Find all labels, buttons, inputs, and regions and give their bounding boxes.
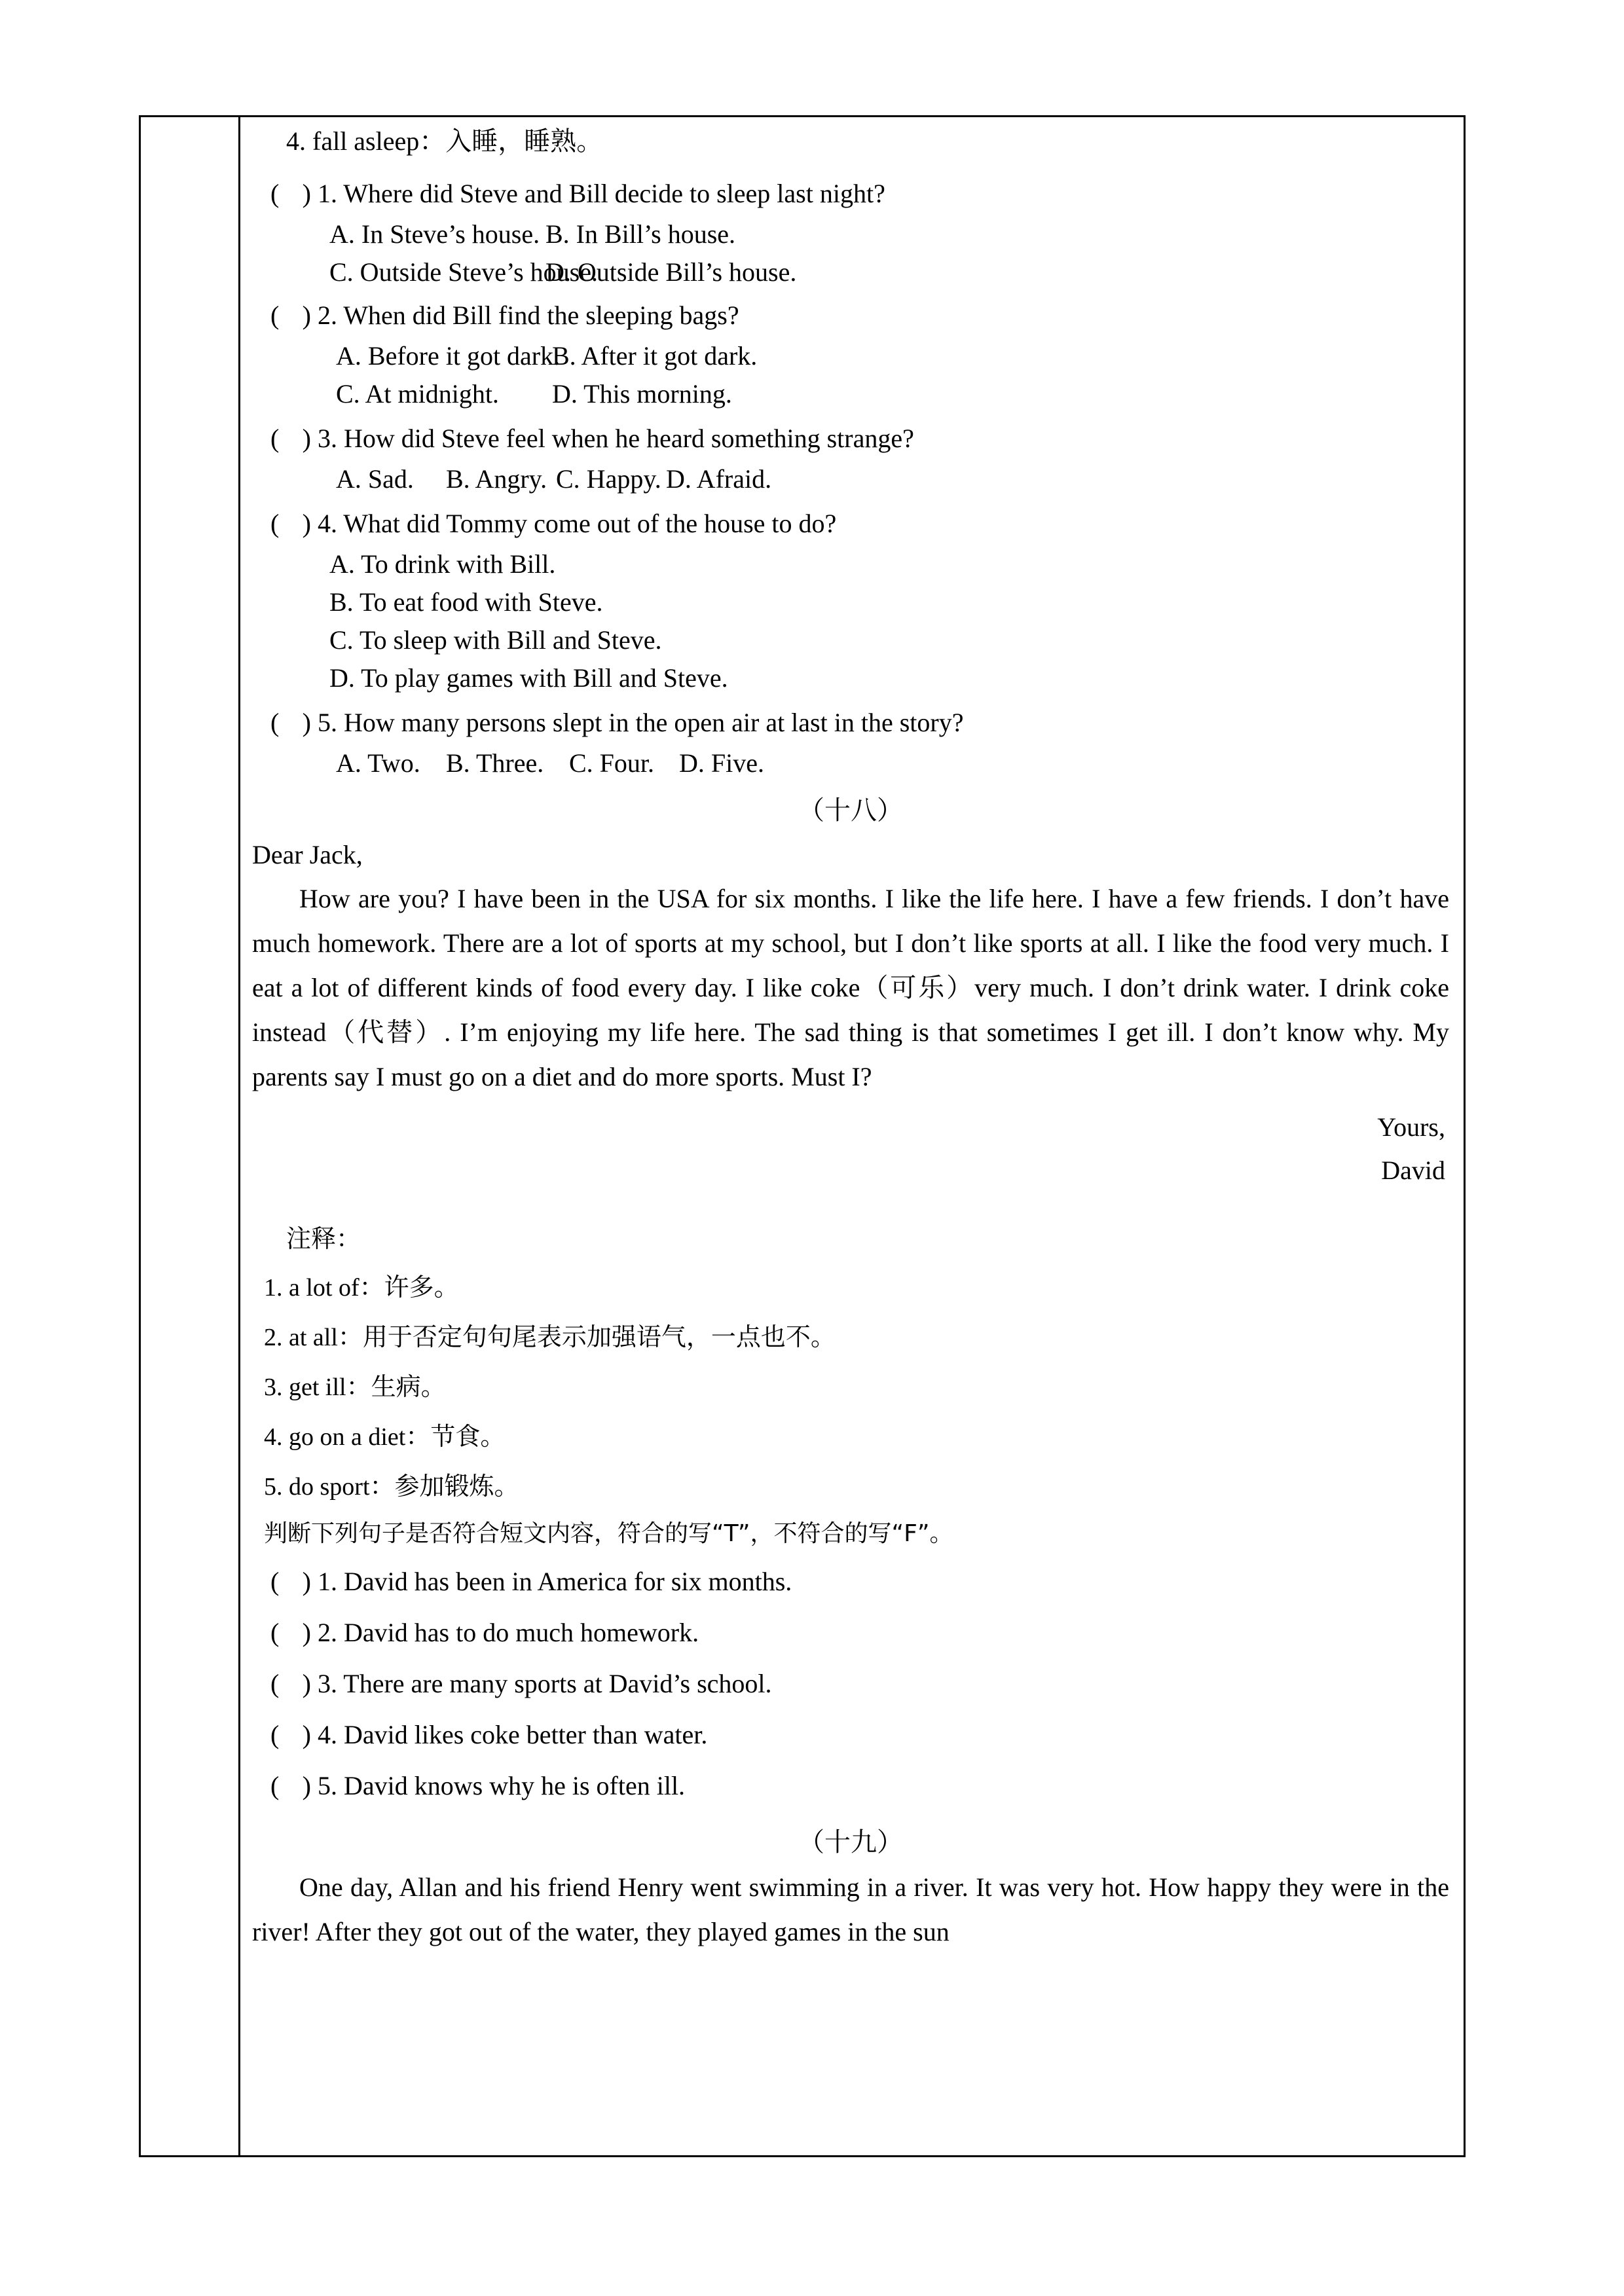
section-heading-19: （十九） [798,1827,903,1857]
answer-blank-box[interactable] [270,172,311,215]
answer-blank-box[interactable] [270,701,311,744]
option-c[interactable]: C. Four. [569,748,655,778]
letter-body [252,877,1449,1099]
tf-question-5[interactable] [252,1760,1449,1812]
note-item-2: 2. at all：用于否定句句尾表示加强语气，一点也不。 [264,1324,836,1351]
mc-question-4-option-b[interactable]: B. To eat food with Steve. [329,587,603,617]
note-item-4: 4. go on a diet：节食。 [264,1423,506,1451]
option-a[interactable]: A. Two. [336,748,420,778]
mc-question-1-options-row-1[interactable] [252,215,1449,253]
mc-question-2-options-row-2[interactable] [252,375,1449,413]
mc-question-1-options-row-2[interactable] [252,253,1449,291]
option-d[interactable]: D. Five. [679,748,764,778]
mc-question-1[interactable] [252,172,1449,215]
mc-question-4-option-d[interactable]: D. To play games with Bill and Steve. [329,663,728,693]
tf-question-1[interactable] [252,1556,1449,1607]
mc-question-1-text: 1. Where did Steve and Bill decide to sleep last night? [318,179,885,208]
exam-page-table [139,115,1466,2157]
option-d[interactable]: D. Outside Bill’s house. [545,257,797,287]
mc-question-4-option-a[interactable]: A. To drink with Bill. [329,549,556,579]
tf-question-2-text: 2. David has to do much homework. [318,1618,699,1647]
option-c[interactable]: C. At midnight. [336,379,499,409]
option-d[interactable]: D. Afraid. [666,464,772,494]
answer-blank-box[interactable] [270,1709,311,1760]
letter-sign-name: David [1381,1156,1445,1185]
option-b[interactable]: B. In Bill’s house. [545,219,736,249]
note-item-1: 1. a lot of：许多。 [264,1274,459,1302]
mc-question-3-options-row[interactable] [252,460,1449,498]
true-false-instruction: 判断下列句子是否符合短文内容，符合的写“T”，不符合的写“F”。 [264,1520,953,1547]
answer-blank-box[interactable] [270,502,311,545]
note-item-5: 5. do sport：参加锻炼。 [264,1473,519,1501]
answer-blank-box[interactable] [270,1607,311,1658]
mc-question-3-text: 3. How did Steve feel when he heard something strange? [318,424,914,453]
tf-question-2[interactable] [252,1607,1449,1658]
option-c[interactable]: C. Happy. [556,464,661,494]
mc-question-2-text: 2. When did Bill find the sleeping bags? [318,301,739,330]
mc-question-5-text: 5. How many persons slept in the open air at last in the story? [318,708,964,737]
tf-question-1-text: 1. David has been in America for six months. [318,1567,792,1596]
note-item-3: 3. get ill：生病。 [264,1374,446,1401]
mc-question-5-options-row[interactable] [252,744,1449,782]
story-body-19-text: One day, Allan and his friend Henry went swimming in a river. It was very hot. How happy they were in the river! After they got out of the water, they played games in the sun [252,1872,1449,1946]
tf-question-3[interactable] [252,1658,1449,1709]
mc-question-5[interactable] [252,697,1449,744]
letter-body-text: How are you? I have been in the USA for six months. I like the life here. I have a few friends. I don’t have much homework. There are a lot of sports at my school, but I don’t like sports at all. I like the food very much. I eat a lot of different kinds of food every day. I like coke（可乐）very much. I don’t drink water. I drink coke instead（代替）. I’m enjoying my life here. The sad thing is that sometimes I get ill. I don’t know why. My parents say I must go on a diet and do more sports. Must I? [252,884,1449,1091]
tf-question-4[interactable] [252,1709,1449,1760]
letter-sign-off: Yours, [1377,1112,1445,1142]
option-a[interactable]: A. In Steve’s house. [329,219,540,249]
tf-question-3-text: 3. There are many sports at David’s school. [318,1669,772,1698]
answer-blank-box[interactable] [270,1760,311,1812]
letter-salutation: Dear Jack, [252,840,363,869]
answer-blank-box[interactable] [270,417,311,460]
option-b[interactable]: B. After it got dark. [552,341,758,371]
tf-question-5-text: 5. David knows why he is often ill. [318,1771,686,1800]
option-b[interactable]: B. Angry. [446,464,547,494]
left-gutter-column [141,117,240,2155]
exam-content-column [240,117,1464,2155]
story-body-19 [252,1865,1449,1954]
mc-question-2[interactable] [252,291,1449,337]
option-a[interactable]: A. Sad. [336,464,414,494]
answer-blank-box[interactable] [270,1658,311,1709]
vocab-note-fall-asleep: 4. fall asleep：入睡，睡熟。 [286,126,603,156]
mc-question-4[interactable] [252,498,1449,545]
option-b[interactable]: B. Three. [446,748,544,778]
section-heading-18: （十八） [798,795,903,826]
notes-heading: 注释： [286,1224,361,1253]
mc-question-4-text: 4. What did Tommy come out of the house to do? [318,509,837,538]
tf-question-4-text: 4. David likes coke better than water. [318,1720,708,1749]
answer-blank-box[interactable] [270,294,311,337]
option-c[interactable]: C. Outside Steve’s house. [329,257,598,287]
mc-question-2-options-row-1[interactable] [252,337,1449,375]
mc-question-3[interactable] [252,413,1449,460]
mc-question-4-option-c[interactable]: C. To sleep with Bill and Steve. [329,625,662,655]
option-a[interactable]: A. Before it got dark. [336,341,561,371]
option-d[interactable]: D. This morning. [552,379,732,409]
answer-blank-box[interactable] [270,1556,311,1607]
